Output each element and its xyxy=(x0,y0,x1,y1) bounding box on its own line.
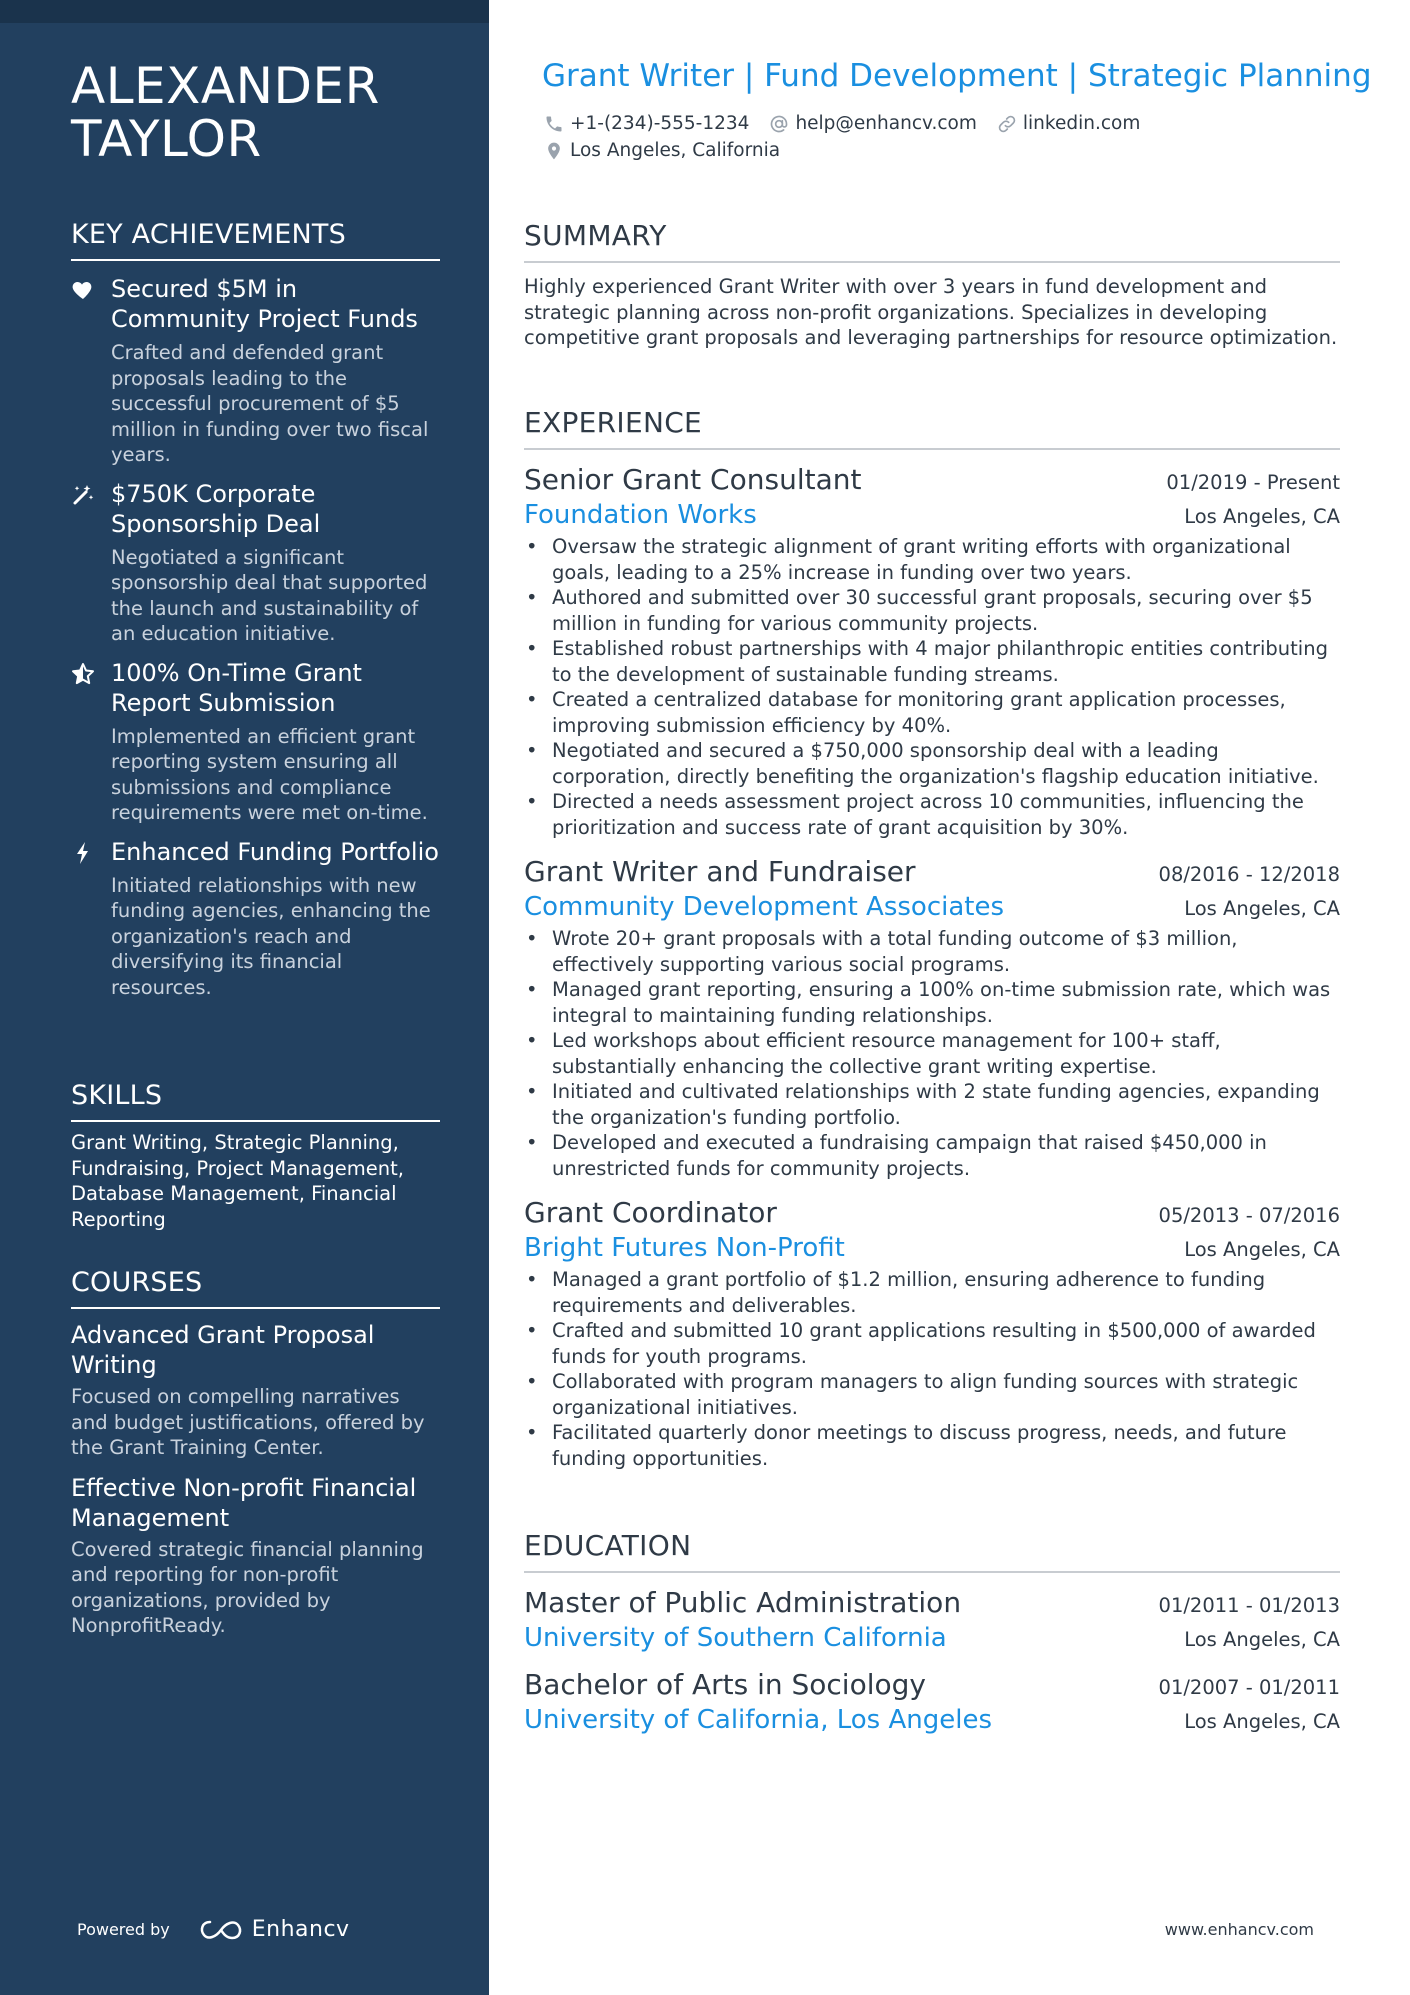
job-bullet: • Managed a grant portfolio of $1.2 million, ensuring adherence to funding requirements and deliverables. xyxy=(524,1267,1340,1318)
star-half-icon xyxy=(71,662,95,686)
experience-section xyxy=(524,406,1340,1471)
job-location: Los Angeles, CA xyxy=(1184,897,1340,920)
achievement-desc: Negotiated a significant sponsorship deal that supported the launch and sustainability of an education initiative. xyxy=(111,545,428,645)
contact-location xyxy=(544,140,780,161)
job-bullet: • Initiated and cultivated relationships with 2 state funding agencies, expanding the organization's funding portfolio. xyxy=(524,1079,1340,1130)
course-desc: Focused on compelling narratives and budget justifications, offered by the Grant Training Center. xyxy=(71,1385,425,1459)
link-icon xyxy=(997,114,1017,134)
enhancv-logo-icon xyxy=(198,1918,244,1942)
achievement-item xyxy=(71,479,440,647)
achievement-item xyxy=(71,274,440,468)
job-bullet: • Wrote 20+ grant proposals with a total funding outcome of $3 million, effectively supporting various social programs. xyxy=(524,926,1340,977)
summary-heading: SUMMARY xyxy=(524,219,1340,263)
education-location: Los Angeles, CA xyxy=(1184,1710,1340,1733)
job-bullet: • Oversaw the strategic alignment of grant writing efforts with organizational goals, leading to a 25% increase in funding over two years. xyxy=(524,534,1340,585)
heart-icon xyxy=(71,278,95,302)
achievement-title: Secured $5M in Community Project Funds xyxy=(111,275,418,333)
first-name: ALEXANDER xyxy=(71,57,380,115)
contact-row xyxy=(544,113,1140,134)
job-title: Grant Coordinator xyxy=(524,1196,777,1229)
phone-text: +1-(234)-555-1234 xyxy=(570,113,750,134)
job-bullets xyxy=(524,534,1340,840)
course-title: Advanced Grant Proposal Writing xyxy=(71,1321,375,1379)
phone-icon xyxy=(544,114,564,134)
achievement-title: $750K Corporate Sponsorship Deal xyxy=(111,479,321,538)
summary-section xyxy=(524,219,1340,351)
brand-logo[interactable] xyxy=(198,1917,350,1942)
footer-url[interactable]: www.enhancv.com xyxy=(1164,1920,1314,1939)
skills-heading: SKILLS xyxy=(71,1080,440,1122)
powered-by xyxy=(77,1917,350,1942)
contact-phone[interactable] xyxy=(544,113,749,134)
skills-list: Grant Writing, Strategic Planning, Fundraising, Project Management, Database Management, Financial Reporting xyxy=(71,1131,404,1231)
job-bullet: • Authored and submitted over 30 successful grant proposals, securing over $5 million in funding for various community projects. xyxy=(524,585,1340,636)
job-bullets xyxy=(524,926,1340,1181)
education-heading: EDUCATION xyxy=(524,1529,1340,1573)
school: University of California, Los Angeles xyxy=(524,1705,993,1735)
last-name: TAYLOR xyxy=(71,110,262,168)
courses-heading: COURSES xyxy=(71,1267,440,1309)
job-company: Bright Futures Non-Profit xyxy=(524,1233,845,1263)
achievement-item xyxy=(71,837,440,1001)
headline: Grant Writer | Fund Development | Strategic Planning xyxy=(542,58,1372,94)
education-location: Los Angeles, CA xyxy=(1184,1628,1340,1651)
location-text: Los Angeles, California xyxy=(570,140,781,161)
job-bullet: • Created a centralized database for monitoring grant application processes, improving submission efficiency by 40%. xyxy=(524,687,1340,738)
job-entry xyxy=(524,1195,1340,1471)
degree: Master of Public Administration xyxy=(524,1586,962,1619)
achievements-heading: KEY ACHIEVEMENTS xyxy=(71,219,440,261)
job-bullet: • Negotiated and secured a $750,000 sponsorship deal with a leading corporation, directly benefiting the organization's flagship education initiative. xyxy=(524,738,1340,789)
email-text: help@enhancv.com xyxy=(795,113,977,134)
achievement-item xyxy=(71,658,440,826)
achievement-title: Enhanced Funding Portfolio xyxy=(111,837,439,866)
job-dates: 05/2013 - 07/2016 xyxy=(1158,1204,1340,1227)
job-bullet: • Established robust partnerships with 4 major philanthropic entities contributing to the development of sustainable funding streams. xyxy=(524,636,1340,687)
job-bullet: • Crafted and submitted 10 grant applications resulting in $500,000 of awarded funds for youth programs. xyxy=(524,1318,1340,1369)
education-entry xyxy=(524,1667,1340,1737)
skills-section xyxy=(71,1080,440,1232)
job-dates: 08/2016 - 12/2018 xyxy=(1158,863,1340,886)
job-bullets xyxy=(524,1267,1340,1471)
school: University of Southern California xyxy=(524,1623,947,1653)
job-bullet: • Led workshops about efficient resource management for 100+ staff, substantially enhancing the collective grant writing expertise. xyxy=(524,1028,1340,1079)
education-dates: 01/2007 - 01/2011 xyxy=(1158,1676,1340,1699)
magic-wand-icon xyxy=(71,483,95,507)
experience-heading: EXPERIENCE xyxy=(524,406,1340,450)
job-company: Community Development Associates xyxy=(524,892,1005,922)
education-section xyxy=(524,1529,1340,1737)
achievement-desc: Crafted and defended grant proposals leading to the successful procurement of $5 million in funding over two fiscal years. xyxy=(111,341,429,466)
contact-email[interactable] xyxy=(769,113,976,134)
job-bullet: • Directed a needs assessment project across 10 communities, influencing the prioritization and success rate of grant acquisition by 30%. xyxy=(524,789,1340,840)
job-entry xyxy=(524,462,1340,840)
course-desc: Covered strategic financial planning and reporting for non-profit organizations, provided by NonprofitReady. xyxy=(71,1537,424,1637)
course-item xyxy=(71,1473,440,1639)
candidate-name xyxy=(71,57,471,168)
contact-linkedin[interactable] xyxy=(997,113,1140,134)
achievement-desc: Implemented an efficient grant reporting system ensuring all submissions and compliance requirements were met on-time. xyxy=(111,724,428,824)
powered-by-label: Powered by xyxy=(77,1920,170,1939)
achievement-desc: Initiated relationships with new funding agencies, enhancing the organization's reach and diversifying its financial resources. xyxy=(111,873,431,999)
location-pin-icon xyxy=(544,141,564,161)
lightning-icon xyxy=(71,841,95,865)
job-title: Senior Grant Consultant xyxy=(524,463,862,496)
job-bullet: • Developed and executed a fundraising campaign that raised $450,000 in unrestricted funds for community projects. xyxy=(524,1130,1340,1181)
sidebar xyxy=(0,0,489,1995)
job-company: Foundation Works xyxy=(524,500,757,530)
job-title: Grant Writer and Fundraiser xyxy=(524,855,916,888)
job-bullet: • Facilitated quarterly donor meetings to discuss progress, needs, and future funding opportunities. xyxy=(524,1420,1340,1471)
education-entry xyxy=(524,1585,1340,1655)
sidebar-top-band xyxy=(0,0,489,23)
education-dates: 01/2011 - 01/2013 xyxy=(1158,1594,1340,1617)
course-title: Effective Non-profit Financial Management xyxy=(71,1473,417,1532)
degree: Bachelor of Arts in Sociology xyxy=(524,1668,926,1701)
courses-section xyxy=(71,1267,440,1639)
course-item xyxy=(71,1320,440,1461)
job-dates: 01/2019 - Present xyxy=(1166,471,1340,494)
contact-row-location xyxy=(544,140,780,161)
achievements-section xyxy=(71,219,440,1000)
summary-text: Highly experienced Grant Writer with over 3 years in fund development and strategic planning across non-profit organizations. Specializes in developing competitive grant proposals and leveraging partnerships for resource optimization. xyxy=(524,275,1338,349)
brand-name: Enhancv xyxy=(251,1917,350,1942)
achievement-title: 100% On-Time Grant Report Submission xyxy=(111,658,362,717)
at-icon xyxy=(769,114,789,134)
job-bullet: • Managed grant reporting, ensuring a 100% on-time submission rate, which was integral to maintaining funding relationships. xyxy=(524,977,1340,1028)
linkedin-text: linkedin.com xyxy=(1022,113,1141,134)
job-entry xyxy=(524,854,1340,1181)
job-location: Los Angeles, CA xyxy=(1184,1238,1340,1261)
job-location: Los Angeles, CA xyxy=(1184,505,1340,528)
job-bullet: • Collaborated with program managers to align funding sources with strategic organizational initiatives. xyxy=(524,1369,1340,1420)
